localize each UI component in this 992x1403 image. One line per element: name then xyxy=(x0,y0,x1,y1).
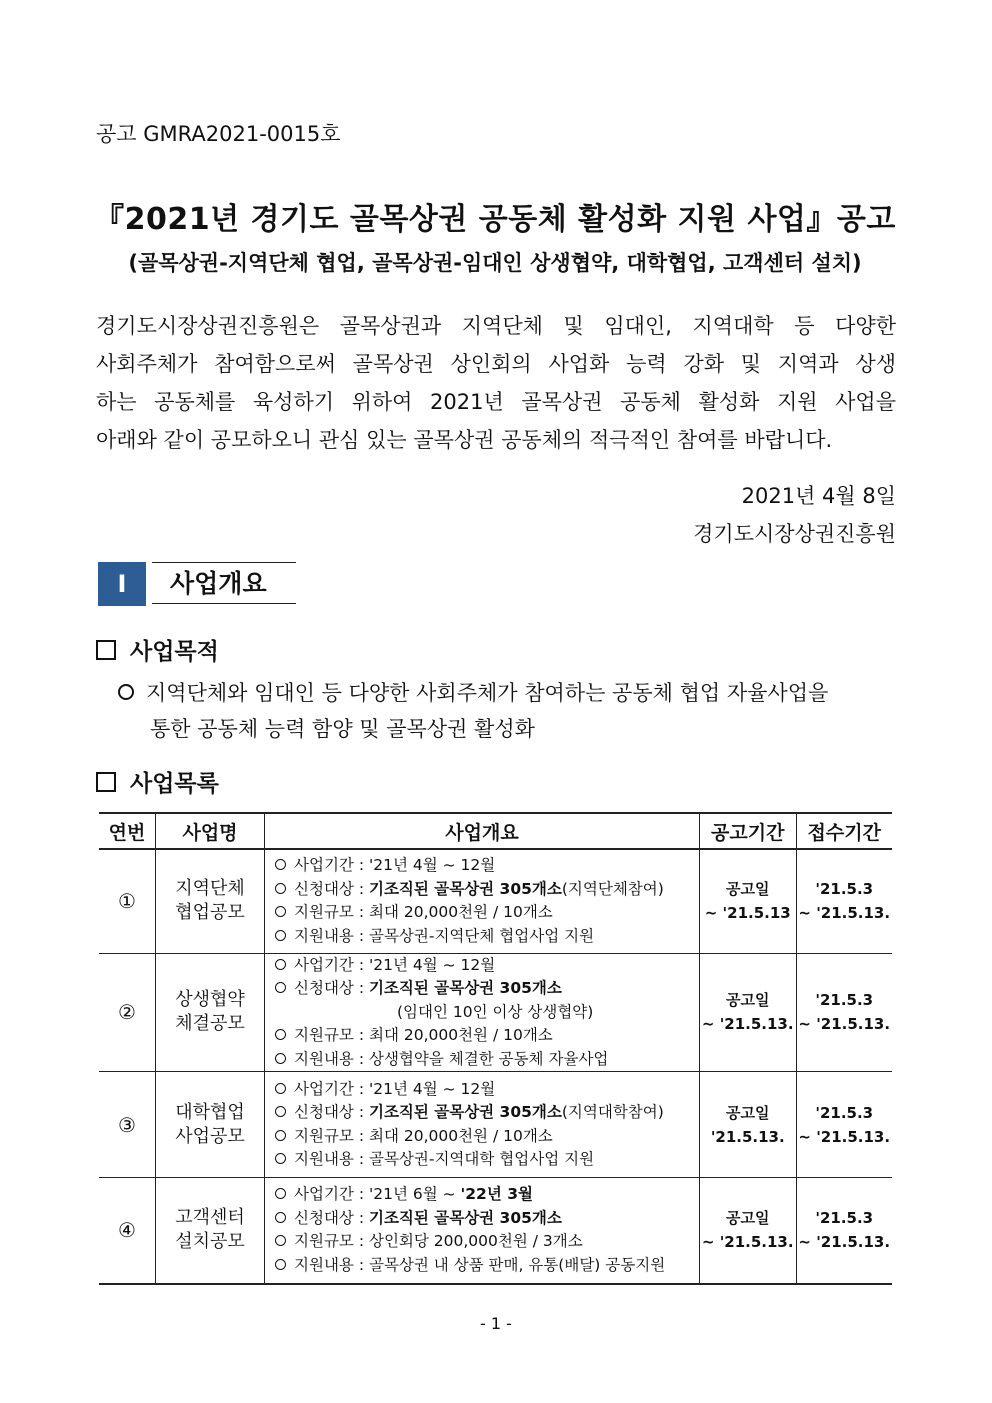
intro-line: 아래와 같이 공모하오니 관심 있는 골목상권 공동체의 적극적인 참여를 바랍니다. xyxy=(96,428,833,452)
row-number: ② xyxy=(99,953,156,1072)
business-name-line: 체결공모 xyxy=(175,1013,245,1035)
notice-period-line: ~ '21.5.13. xyxy=(701,1015,794,1034)
business-table xyxy=(99,812,892,1285)
summary-text: 신청대상 : xyxy=(294,979,369,997)
row-number: ③ xyxy=(99,1072,156,1178)
notice-period-line: 공고일 xyxy=(726,1103,770,1122)
summary-line xyxy=(275,1254,699,1278)
business-name-line: 설치공모 xyxy=(175,1231,245,1253)
summary-line xyxy=(275,1024,699,1048)
summary-line xyxy=(275,1148,699,1172)
summary-text: (지역대학참여) xyxy=(561,1103,664,1121)
summary-emphasis: '22년 3월 xyxy=(460,1185,533,1204)
business-name-line: 지역단체 xyxy=(175,878,245,900)
business-name-line: 대학협업 xyxy=(175,1101,245,1123)
notice-period xyxy=(700,1072,797,1178)
business-summary xyxy=(265,849,700,953)
square-bullet-icon xyxy=(96,640,116,660)
table-row xyxy=(99,1178,892,1284)
circle-bullet-icon xyxy=(275,1235,286,1246)
receipt-period-line: '21.5.3 xyxy=(815,991,874,1010)
receipt-period-line: ~ '21.5.13. xyxy=(798,904,891,923)
notice-period-line: ~ '21.5.13. xyxy=(701,1233,794,1252)
summary-text: 지원내용 : 골목상권-지역단체 협업사업 지원 xyxy=(294,926,595,945)
summary-line xyxy=(275,1125,699,1149)
page-subtitle: (골목상권-지역단체 협업, 골목상권-임대인 상생협약, 대학협업, 고객센터 설치) xyxy=(128,251,862,275)
receipt-period-line: ~ '21.5.13. xyxy=(798,1015,891,1034)
purpose-heading: 사업목적 xyxy=(96,633,219,666)
column-header: 연번 xyxy=(99,813,156,849)
summary-line xyxy=(275,901,699,925)
summary-text: 지원규모 : 상인회당 200,000천원 / 3개소 xyxy=(294,1232,583,1251)
circle-bullet-icon xyxy=(275,906,286,917)
table-row xyxy=(99,1072,892,1178)
circle-bullet-icon xyxy=(275,883,286,894)
column-header: 공고기간 xyxy=(700,813,797,849)
circle-bullet-icon xyxy=(275,1153,286,1164)
table-row xyxy=(99,849,892,953)
business-name xyxy=(156,849,265,953)
square-bullet-icon xyxy=(96,772,116,792)
list-heading: 사업목록 xyxy=(96,765,219,798)
circle-bullet-icon xyxy=(275,1083,286,1094)
circle-bullet-icon xyxy=(275,1188,286,1199)
summary-text: 지원규모 : 최대 20,000천원 / 10개소 xyxy=(294,1126,553,1145)
business-name-line: 고객센터 xyxy=(175,1207,245,1229)
summary-text: 사업기간 : '21년 4월 ~ 12월 xyxy=(294,856,496,875)
business-name xyxy=(156,1178,265,1284)
row-number: ④ xyxy=(99,1178,156,1284)
notice-period-line: ~ '21.5.13 xyxy=(704,904,791,923)
notice-period-line: 공고일 xyxy=(726,1209,770,1228)
receipt-period xyxy=(796,953,892,1072)
business-summary xyxy=(265,1178,700,1284)
receipt-period-line: '21.5.3 xyxy=(815,1209,874,1228)
business-summary xyxy=(265,953,700,1072)
receipt-period-line: '21.5.3 xyxy=(815,880,874,899)
page-number: - 1 - xyxy=(480,1314,512,1333)
circle-bullet-icon xyxy=(275,959,286,970)
summary-line xyxy=(275,1048,699,1072)
summary-emphasis: 기조직된 골목상권 305개소 xyxy=(368,879,562,898)
row-number: ① xyxy=(99,849,156,953)
summary-emphasis: 기조직된 골목상권 305개소 xyxy=(368,1103,562,1121)
section-title: 사업개요 xyxy=(152,562,296,604)
summary-line xyxy=(275,977,699,1001)
purpose-line: 지역단체와 임대인 등 다양한 사회주체가 참여하는 공동체 협업 자율사업을 xyxy=(118,677,828,707)
circle-bullet-icon xyxy=(275,1106,286,1117)
summary-text: 신청대상 : xyxy=(294,1103,369,1121)
summary-emphasis: 기조직된 골목상권 305개소 xyxy=(368,1208,562,1227)
summary-text: 지원내용 : 상생협약을 체결한 공동체 자율사업 xyxy=(294,1049,609,1068)
notice-date: 2021년 4월 8일 xyxy=(741,484,896,508)
intro-line: 경기도시장상권진흥원은 골목상권과 지역단체 및 임대인, 지역대학 등 다양한 xyxy=(96,314,896,338)
summary-line xyxy=(275,1101,699,1125)
receipt-period-line: '21.5.3 xyxy=(815,1103,874,1122)
column-header: 접수기간 xyxy=(796,813,892,849)
business-name-line: 상생협약 xyxy=(175,989,245,1011)
receipt-period xyxy=(796,1178,892,1284)
table-row xyxy=(99,953,892,1072)
summary-text: 사업기간 : '21년 4월 ~ 12월 xyxy=(294,955,496,974)
table-header-row xyxy=(99,813,892,849)
receipt-period xyxy=(796,1072,892,1178)
summary-text: (임대인 10인 이상 상생협약) xyxy=(397,1002,594,1021)
business-name-line: 협업공모 xyxy=(175,902,245,924)
summary-text: 지원규모 : 최대 20,000천원 / 10개소 xyxy=(294,903,553,922)
purpose-line: 통한 공동체 능력 함양 및 골목상권 활성화 xyxy=(150,717,535,741)
column-header: 사업명 xyxy=(156,813,265,849)
summary-line xyxy=(275,954,699,978)
summary-line xyxy=(275,1078,699,1102)
receipt-period xyxy=(796,849,892,953)
receipt-period-line: ~ '21.5.13. xyxy=(798,1127,891,1146)
circle-bullet-icon xyxy=(275,930,286,941)
intro-line: 하는 공동체를 육성하기 위하여 2021년 골목상권 공동체 활성화 지원 사업을 xyxy=(96,390,896,414)
circle-bullet-icon xyxy=(275,859,286,870)
notice-period xyxy=(700,849,797,953)
summary-text: 신청대상 : xyxy=(294,1208,369,1227)
summary-text: 신청대상 : xyxy=(294,879,369,898)
circle-bullet-icon xyxy=(275,1212,286,1223)
circle-bullet-icon xyxy=(275,1029,286,1040)
intro-line: 사회주체가 참여함으로써 골목상권 상인회의 사업화 능력 강화 및 지역과 상생 xyxy=(96,352,896,376)
summary-line xyxy=(275,1001,699,1025)
page-title: 『2021년 경기도 골목상권 공동체 활성화 지원 사업』공고 xyxy=(94,202,896,237)
notice-period-line: 공고일 xyxy=(726,991,770,1010)
circle-bullet-icon xyxy=(275,1053,286,1064)
notice-period xyxy=(700,1178,797,1284)
summary-text: 지원내용 : 골목상권-지역대학 협업사업 지원 xyxy=(294,1150,595,1168)
summary-text: (지역단체참여) xyxy=(561,879,664,898)
business-summary xyxy=(265,1072,700,1178)
summary-line xyxy=(275,1230,699,1254)
summary-line xyxy=(275,1183,699,1207)
notice-number: 공고 GMRA2021-0015호 xyxy=(96,122,341,146)
circle-bullet-icon xyxy=(118,684,134,700)
issuer-name: 경기도시장상권진흥원 xyxy=(693,522,896,546)
notice-period-line: '21.5.13. xyxy=(710,1127,785,1146)
section-number: Ⅰ xyxy=(98,562,146,606)
business-name xyxy=(156,1072,265,1178)
column-header: 사업개요 xyxy=(265,813,700,849)
summary-line xyxy=(275,925,699,949)
notice-period xyxy=(700,953,797,1072)
summary-text: 지원규모 : 최대 20,000천원 / 10개소 xyxy=(294,1026,553,1044)
notice-period-line: 공고일 xyxy=(726,880,770,899)
circle-bullet-icon xyxy=(275,982,286,993)
summary-text: 사업기간 : '21년 6월 ~ xyxy=(294,1185,461,1204)
business-name xyxy=(156,953,265,1072)
business-name-line: 사업공모 xyxy=(175,1125,245,1147)
summary-line xyxy=(275,1207,699,1231)
summary-text: 사업기간 : '21년 4월 ~ 12월 xyxy=(294,1079,496,1098)
circle-bullet-icon xyxy=(275,1130,286,1141)
receipt-period-line: ~ '21.5.13. xyxy=(798,1233,891,1252)
summary-line xyxy=(275,878,699,902)
summary-line xyxy=(275,854,699,878)
circle-bullet-icon xyxy=(275,1259,286,1270)
summary-emphasis: 기조직된 골목상권 305개소 xyxy=(368,979,562,997)
summary-text: 지원내용 : 골목상권 내 상품 판매, 유통(배달) 공동지원 xyxy=(294,1255,666,1274)
